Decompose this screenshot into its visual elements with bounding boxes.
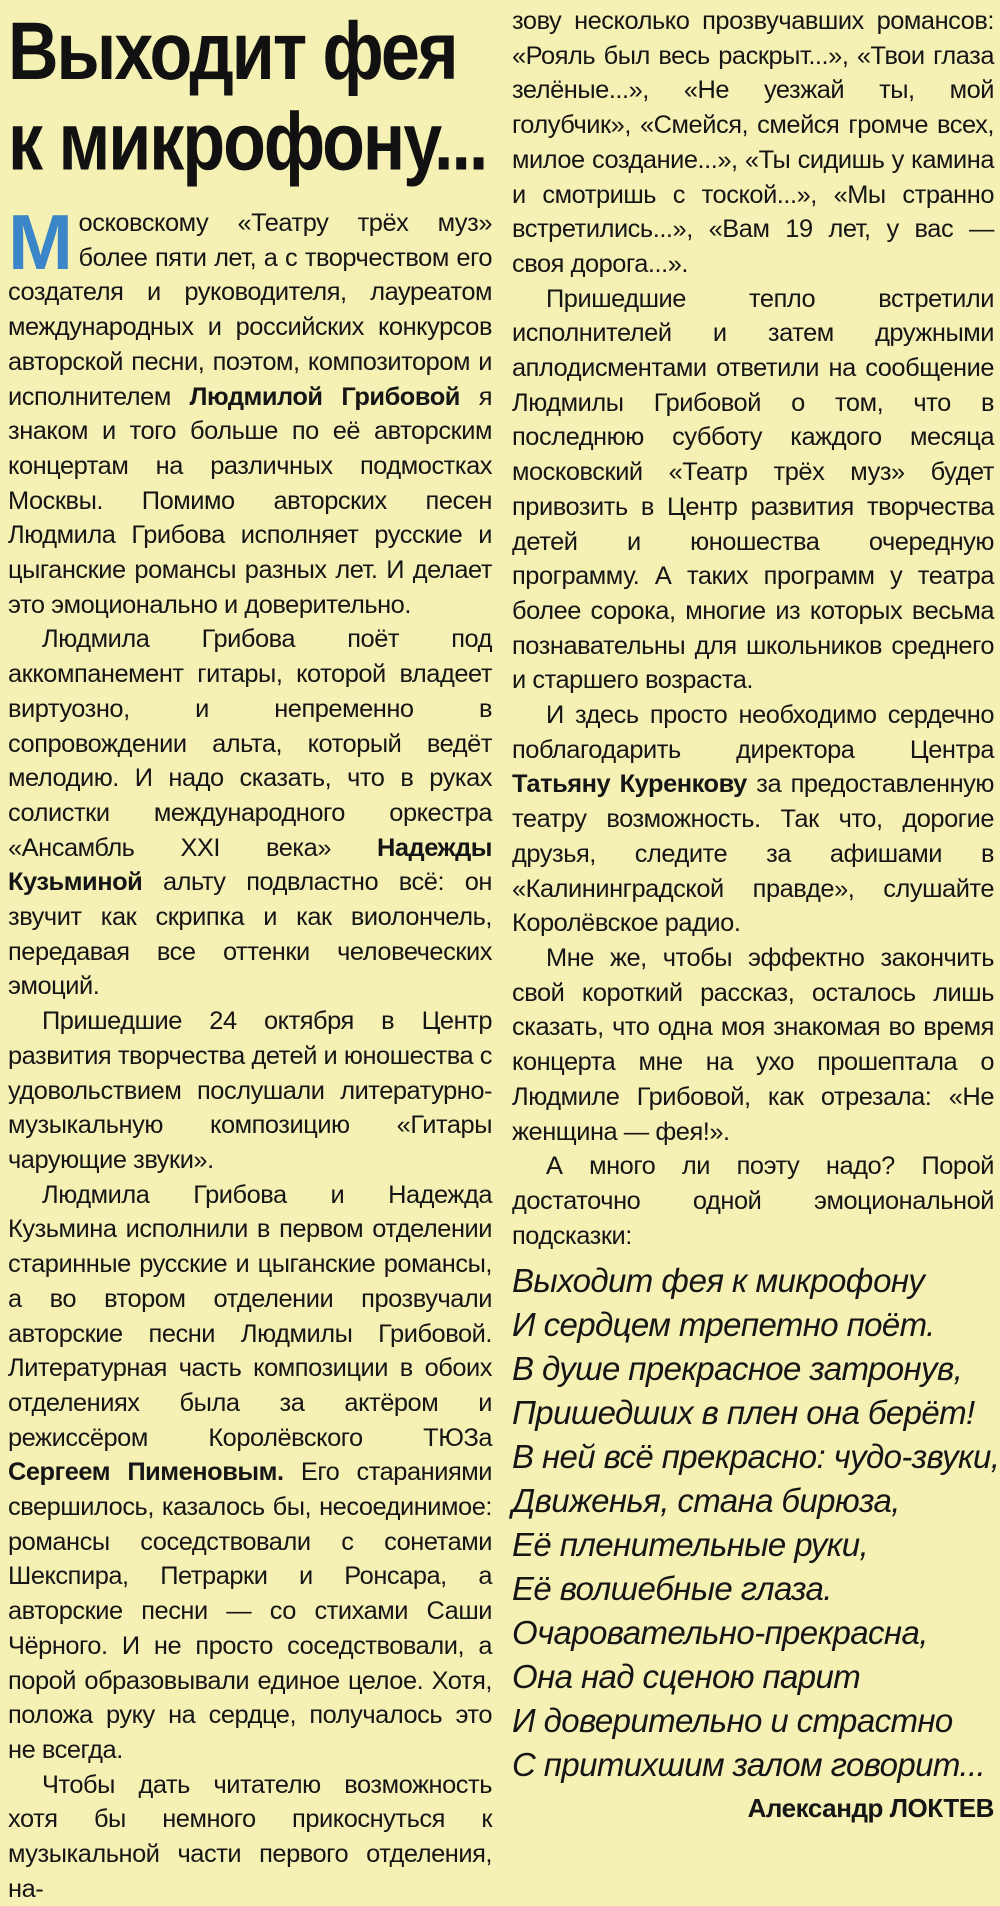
person-name: Сергеем Пименовым.	[8, 1458, 284, 1487]
article-paragraph: зову несколько прозвучавших романсов: «Рояль был весь раскрыт...», «Твои глаза зелёные...», «Не уезжай ты, мой голубчик», «Смейся, смейся громче всех, милое создание...», «Ты сидишь у камина и смотришь с тоской...», «Мы странно встретились...», «Вам 19 лет, у вас — своя дорога...».	[512, 7, 994, 278]
article-paragraph: А много ли поэту надо? Порой достаточно одной эмоциональной подсказки:	[512, 1152, 994, 1250]
drop-cap: М	[8, 198, 73, 286]
poem-line: Очаровательно-прекрасна,	[512, 1614, 928, 1652]
headline-line-1: Выходит фея	[8, 6, 457, 97]
article-paragraph: И здесь просто необходимо сердечно поблагодарить директора Центра Татьяну Куренкову за предоставленную театру возможность. Так что, дорогие друзья, следите за афишами в «Калининградской правде», слушайте Королёвское радио.	[512, 701, 994, 938]
left-column	[8, 6, 492, 1906]
poem-line: Её волшебные глаза.	[512, 1570, 832, 1608]
poem-line: С притихшим залом говорит...	[512, 1746, 986, 1784]
article-paragraph: Мне же, чтобы эффектно закончить свой короткий рассказ, осталось лишь сказать, что одна моя знакомая во время концерта мне на ухо прошептала о Людмиле Грибовой, как отрезала: «Не женщина — фея!».	[512, 943, 994, 1146]
person-name: Людмилой Грибовой	[189, 382, 460, 411]
poem-line: Выходит фея к микрофону	[512, 1262, 925, 1300]
author-byline: Александр ЛОКТЕВ	[747, 1793, 994, 1824]
article-paragraph: Пришедшие 24 октября в Центр развития творчества детей и юношества с удовольствием послушали литературно-музыкальную композицию «Гитары чарующие звуки».	[8, 1007, 493, 1174]
poem-line: Пришедших в плен она берёт!	[512, 1394, 975, 1432]
poem-line: Движенья, стана бирюза,	[512, 1482, 900, 1520]
poem	[512, 1259, 1000, 1787]
article-paragraph: Людмила Грибова и Надежда Кузьмина исполнили в первом отделении старинные русские и цыганские романсы, а во втором отделении прозвучали авторские песни Людмилы Грибовой. Литературная часть композиции в обоих отделениях была за актёром и режиссёром Королёвского ТЮЗа Сергеем Пименовым. Его стараниями свершилось, казалось бы, несоединимое: романсы соседствовали с сонетами Шекспира, Петрарки и Ронсара, а авторские песни — со стихами Саши Чёрного. И не просто соседствовали, а порой образовывали единое целое. Хотя, положа руку на сердце, получалось это не всегда.	[8, 1180, 492, 1764]
poem-line: В ней всё прекрасно: чудо-звуки,	[512, 1438, 1000, 1476]
poem-line: И сердцем трепетно поёт.	[512, 1306, 935, 1344]
poem-line: Она над сценою парит	[512, 1658, 861, 1696]
poem-line: В душе прекрасное затронув,	[512, 1350, 963, 1388]
article-paragraph: Людмила Грибова поёт под аккомпанемент гитары, которой владеет виртуозно, и непременно в сопровождении альта, который ведёт мелодию. И надо сказать, что в руках солистки международного оркестра «Ансамбль XXI века» Надежды Кузьминой альту подвластно всё: он звучит как скрипка и как виолончель, передавая все оттенки человеческих эмоций.	[8, 625, 492, 1001]
person-name: Татьяну Куренкову	[512, 770, 747, 799]
person-name: Надежды Кузьминой	[8, 833, 492, 897]
article-paragraph: Чтобы дать читателю возможность хотя бы немного прикоснуться к музыкальной части первого отделения, на-	[8, 1770, 492, 1903]
poem-line: Её пленительные руки,	[512, 1526, 869, 1564]
headline	[8, 6, 492, 187]
article-paragraph: Пришедшие тепло встретили исполнителей и затем дружными аплодисментами ответили на сообщение Людмилы Грибовой о том, что в последнюю субботу каждого месяца московский «Театр трёх муз» будет привозить в Центр развития творчества детей и юношества очередную программу. А таких программ у театра более сорока, многие из которых весьма познавательны для школьников среднего и старшего возраста.	[512, 284, 994, 695]
right-column	[512, 4, 1000, 1826]
article-paragraph: Московскому «Театру трёх муз» более пяти лет, а с творчеством его создателя и руководителя, лауреатом международных и российских конкурсов авторской песни, поэтом, композитором и исполнителем Людмилой Грибовой я знаком и того больше по её авторским концертам на различных подмостках Москвы. Помимо авторских песен Людмила Грибова исполняет русские и цыганские романсы разных лет. И делает это эмоционально и доверительно.	[8, 198, 493, 619]
poem-line: И доверительно и страстно	[512, 1702, 953, 1740]
headline-line-2: к микрофону...	[8, 96, 487, 187]
